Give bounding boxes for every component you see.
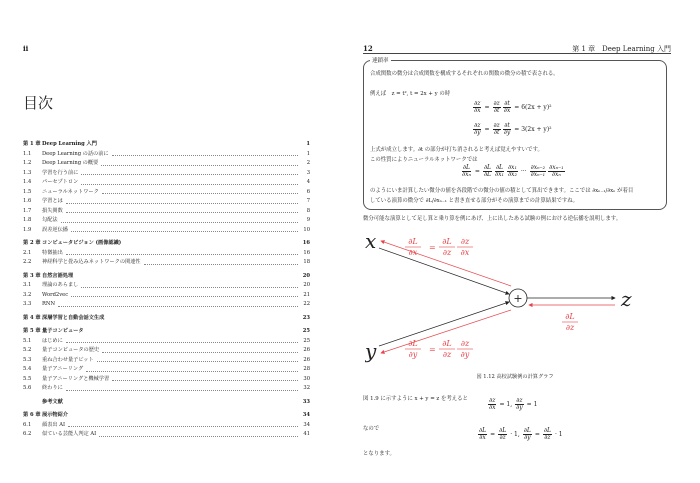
- toc-leader: [81, 174, 298, 175]
- toc-section-row: [23, 224, 310, 234]
- toc-leader: [61, 222, 298, 223]
- toc-chapter-row: [23, 325, 310, 335]
- toc-number: 6.1: [23, 421, 32, 428]
- toc-entry-text: RNN: [42, 301, 55, 308]
- toc-entry-text: 学習とは: [42, 198, 63, 205]
- figure-caption: 図 1.12 高校試験例の計算グラフ: [476, 374, 554, 380]
- toc-entry-text: 量子アニーリング: [42, 366, 84, 373]
- toc-page-number: 7: [306, 198, 310, 205]
- toc-entry-text: 終わりに: [42, 385, 63, 392]
- toc-number: 1.8: [23, 217, 32, 224]
- equation-dz-dy: $\frac{\partial z}{\partial y}$ = $\frac{\partial z}{\partial t}$ $\frac{\partial t}{\partial y}$ = 3(2x + y)²: [474, 122, 552, 136]
- toc-page-number: 6: [306, 188, 310, 195]
- toc-section-row: [23, 279, 310, 289]
- toc-page-number: 22: [303, 301, 310, 308]
- toc-entry-text: 量子コンピュータの歴史: [42, 347, 100, 354]
- toc-leader: [66, 390, 298, 391]
- toc-page-number: 34: [303, 421, 310, 428]
- toc-number: 5.2: [23, 347, 32, 354]
- box-line-1: 合成関数の微分は合成関数を構成するそれぞれの関数の微分の積で表される。: [370, 71, 559, 77]
- toc-number: 3.2: [23, 291, 32, 298]
- toc-page-number: 20: [303, 282, 310, 289]
- toc-page-number: 16: [302, 240, 310, 247]
- node-z: z: [621, 287, 632, 311]
- box-line-2: 例えば z = t², t = 2x + y の時: [370, 91, 451, 97]
- equation-chain: $\frac{\partial L}{\text{∂xₙ}}$ = $\frac{\partial L}{\partial L}$ ∂L ∂x₁ ∂x₁ ∂x₂ ··· ∂xₙ₋₂ ∂xₙ₋₁ ∂xₙ₋₁ ∂xₙ: [462, 164, 564, 178]
- svg-text:=: =: [429, 345, 436, 354]
- toc-entry-text: 誤差逆伝播: [42, 226, 68, 233]
- toc-chapter-row: [23, 237, 310, 247]
- toc-section-row: [23, 247, 310, 257]
- computational-graph: [365, 222, 665, 368]
- toc-leader: [144, 264, 298, 265]
- toc-section-row: [23, 176, 310, 186]
- eq2-rhs: = 3(2x + y)²: [514, 126, 552, 133]
- toc-number: 3.1: [23, 282, 32, 289]
- toc-page-number: 28: [303, 366, 310, 373]
- svg-text:∂z: ∂z: [460, 237, 470, 246]
- toc-number: 第 3 章: [23, 272, 41, 279]
- toc-entry-text: Word2vec: [42, 291, 69, 298]
- toc-number: 5.4: [23, 366, 32, 373]
- toc-number: 2.2: [23, 259, 32, 266]
- toc-section-row: [23, 157, 310, 167]
- toc-number: 2.1: [23, 249, 32, 256]
- toc-section-row: [23, 205, 310, 215]
- toc-page-number: 20: [302, 272, 310, 279]
- toc-section-row: [23, 419, 310, 429]
- toc-number: 6.2: [23, 431, 32, 438]
- toc-leader: [99, 436, 298, 437]
- toc-section-row: [23, 214, 310, 224]
- toc-page-number: 23: [302, 314, 310, 321]
- toc-section-row: [23, 195, 310, 205]
- toc-leader: [101, 165, 298, 166]
- node-y: y: [365, 339, 377, 363]
- box-line-3: 上式が成立します。∂t の部分が打ち消されると考えば覚えやすいです。: [370, 147, 543, 153]
- right-page: [355, 0, 700, 483]
- toc-leader: [102, 193, 298, 194]
- plus-sign: +: [513, 292, 523, 305]
- toc-leader: [58, 306, 298, 307]
- running-header: [363, 44, 671, 54]
- toc-entry-text: 展示物紹介: [42, 412, 68, 419]
- toc-page-number: 4: [306, 179, 310, 186]
- toc-chapter-row: [23, 396, 310, 406]
- toc-leader: [97, 361, 298, 362]
- toc-section-row: [23, 363, 310, 373]
- toc-page-number: 32: [303, 385, 310, 392]
- label-dldx: [405, 237, 473, 257]
- toc-leader: [66, 254, 298, 255]
- svg-text:∂y: ∂y: [408, 350, 418, 359]
- toc-entry-text: コンピュータビジョン (画像認識): [42, 240, 122, 247]
- toc-page-number: 41: [303, 431, 310, 438]
- toc-page-number: 16: [303, 249, 310, 256]
- toc-section-row: [23, 298, 310, 308]
- toc-leader: [81, 184, 298, 185]
- toc-page-number: 1: [306, 150, 310, 157]
- left-page: [0, 0, 342, 483]
- toc-entry-text: 損失関数: [42, 207, 63, 214]
- toc-chapter-row: [23, 312, 310, 322]
- toc-chapter-row: [23, 138, 310, 148]
- toc-number: 1.7: [23, 207, 32, 214]
- toc-entry-text: 深層学習と自動会話文生成: [42, 314, 105, 321]
- toc-chapter-row: [23, 409, 310, 419]
- toc-section-row: [23, 148, 310, 158]
- toc-number: 5.1: [23, 337, 32, 344]
- toc-number: 第 1 章: [23, 141, 41, 148]
- toc-page-number: 3: [306, 169, 310, 176]
- toc-page-number: 34: [302, 412, 310, 419]
- node-x: x: [365, 229, 377, 253]
- equation-final: $\frac{\partial L}{\partial x}$ = $\frac{\partial L}{\partial z}$ · 1, $\frac{\partial L}{\partial y}$ = $\frac{\partial L}{\partial z}$ · 1: [479, 427, 563, 441]
- left-page-number: ii: [23, 44, 29, 53]
- svg-text:∂z: ∂z: [442, 248, 452, 257]
- toc-number: 1.9: [23, 226, 32, 233]
- toc-section-row: [23, 428, 310, 438]
- right-page-number: 12: [363, 44, 373, 53]
- toc-leader: [66, 342, 298, 343]
- toc-page-number: 18: [303, 259, 310, 266]
- chain-rule-box: [363, 60, 667, 210]
- toc-entry-text: 顔表出 AI: [42, 421, 66, 428]
- toc-page-number: 2: [306, 160, 310, 167]
- toc-number: 1.5: [23, 188, 32, 195]
- closing-text: となります。: [363, 451, 395, 457]
- toc-page-number: 25: [302, 328, 310, 335]
- toc-number: 第 5 章: [23, 328, 41, 335]
- toc-entry-text: 勾配法: [42, 217, 58, 224]
- toc-section-row: [23, 344, 310, 354]
- toc-number: 1.1: [23, 150, 32, 157]
- toc-section-row: [23, 335, 310, 345]
- svg-text:∂z: ∂z: [460, 339, 470, 348]
- toc-leader: [66, 212, 298, 213]
- equation-partials: $\frac{\partial z}{\partial x}$ = 1, $\frac{\partial z}{\partial y}$ = 1: [489, 397, 538, 411]
- toc-chapter-row: [23, 270, 310, 280]
- toc-page-number: 8: [306, 207, 310, 214]
- toc-section-row: [23, 354, 310, 364]
- eq1-rhs: = 6(2x + y)²: [514, 104, 552, 111]
- toc-number: 1.4: [23, 179, 32, 186]
- toc-entry-text: 量子アニーリングと機械学習: [42, 375, 110, 382]
- toc-leader: [86, 371, 298, 372]
- toc-entry-text: パーセプトロン: [42, 179, 79, 186]
- toc-page-number: 21: [303, 291, 310, 298]
- label-dldz: [562, 312, 578, 332]
- toc-number: 5.3: [23, 356, 32, 363]
- toc-number: 第 2 章: [23, 240, 41, 247]
- toc-entry-text: 参考文献: [42, 398, 63, 405]
- toc-leader: [66, 203, 298, 204]
- box-line-4: この性質によりニューラルネットワークでは: [370, 157, 478, 163]
- svg-text:∂L: ∂L: [442, 339, 452, 348]
- toc-section-row: [23, 373, 310, 383]
- toc-page-number: 25: [303, 337, 310, 344]
- toc-page-number: 33: [302, 398, 310, 405]
- toc-leader: [71, 296, 298, 297]
- toc-entry-text: 学習を行う前に: [42, 169, 79, 176]
- toc-page-number: 10: [303, 226, 310, 233]
- toc-section-row: [23, 167, 310, 177]
- svg-text:=: =: [429, 243, 436, 252]
- toc-section-row: [23, 256, 310, 266]
- svg-text:∂L: ∂L: [565, 312, 575, 321]
- toc-number: 3.3: [23, 301, 32, 308]
- toc-page-number: 9: [306, 217, 310, 224]
- box-title: 連鎖率: [372, 58, 389, 64]
- paragraph-naode: なので: [363, 426, 380, 432]
- toc-number: 第 4 章: [23, 314, 41, 321]
- toc-page-number: 26: [303, 356, 310, 363]
- toc-leader: [112, 155, 298, 156]
- toc-leader: [68, 426, 298, 427]
- toc-number: 5.5: [23, 375, 32, 382]
- toc-number: 第 6 章: [23, 412, 41, 419]
- toc-page-number: 30: [303, 375, 310, 382]
- toc-entry-text: 自然言語処理: [42, 272, 74, 279]
- toc-page-number: 26: [303, 347, 310, 354]
- toc-entry-text: 理論のあらまし: [42, 282, 79, 289]
- chapter-title: 第 1 章 Deep Learning 入門: [572, 45, 671, 53]
- toc-leader: [81, 287, 298, 288]
- toc-entry-text: はじめに: [42, 337, 63, 344]
- toc-number: 1.2: [23, 160, 32, 167]
- svg-text:∂y: ∂y: [460, 350, 470, 359]
- toc-entry-text: Deep Learning の概要: [42, 160, 99, 167]
- toc-entry-text: Deep Learning 入門: [42, 141, 97, 148]
- toc-entry-text: 量子コンピュータ: [42, 328, 84, 335]
- svg-text:∂L: ∂L: [408, 237, 418, 246]
- box-line-6: している演算の微分で ∂L/∂xₙ₋₁ と書き直せる部分がその演算までの計算結果ですね。: [370, 198, 579, 204]
- toc-entry-text: 特徴抽出: [42, 249, 63, 256]
- equation-dz-dx: $\frac{\partial z}{\partial x}$ = $\frac{\partial z}{\partial t}$ $\frac{\partial t}{\partial x}$ = 6(2x + y)²: [474, 100, 552, 114]
- paragraph-2: 図 1.9 に示すように x + y = z を考えると: [363, 396, 468, 402]
- svg-text:∂z: ∂z: [442, 350, 452, 359]
- label-dldy: [405, 339, 473, 359]
- toc-entry-text: 重ね合わせ量子ビット: [42, 356, 94, 363]
- toc-entry-text: ニューラルネットワーク: [42, 188, 99, 195]
- toc-leader: [102, 352, 298, 353]
- toc-leader: [112, 380, 298, 381]
- svg-text:∂L: ∂L: [442, 237, 452, 246]
- svg-text:∂x: ∂x: [408, 248, 418, 257]
- toc-section-row: [23, 186, 310, 196]
- toc-section-row: [23, 382, 310, 392]
- table-of-contents: [23, 138, 310, 438]
- toc-leader: [71, 231, 298, 232]
- toc-entry-text: 似ている芸能人判定 AI: [42, 431, 97, 438]
- svg-text:∂L: ∂L: [408, 339, 418, 348]
- svg-text:∂z: ∂z: [565, 323, 575, 332]
- toc-title: 目次: [23, 94, 54, 112]
- toc-number: 5.6: [23, 385, 32, 392]
- paragraph-1: 微分可能な演算として足し算と乗り算を例にあげ、上に出したある試験の例における逆伝播を説明します。: [363, 216, 622, 222]
- toc-section-row: [23, 289, 310, 299]
- box-line-5: のようにいま計算したい微分の値を各段階での微分の値の積として算出できます。ここでは ∂xₙ₋₁/∂xₙ が着目: [370, 188, 634, 194]
- toc-entry-text: Deep Learning の話の前に: [42, 150, 109, 157]
- svg-text:∂x: ∂x: [460, 248, 470, 257]
- toc-page-number: 1: [306, 141, 310, 148]
- toc-number: 1.6: [23, 198, 32, 205]
- toc-number: 1.3: [23, 169, 32, 176]
- toc-entry-text: 神経科学と畳み込みネットワークの関連性: [42, 259, 141, 266]
